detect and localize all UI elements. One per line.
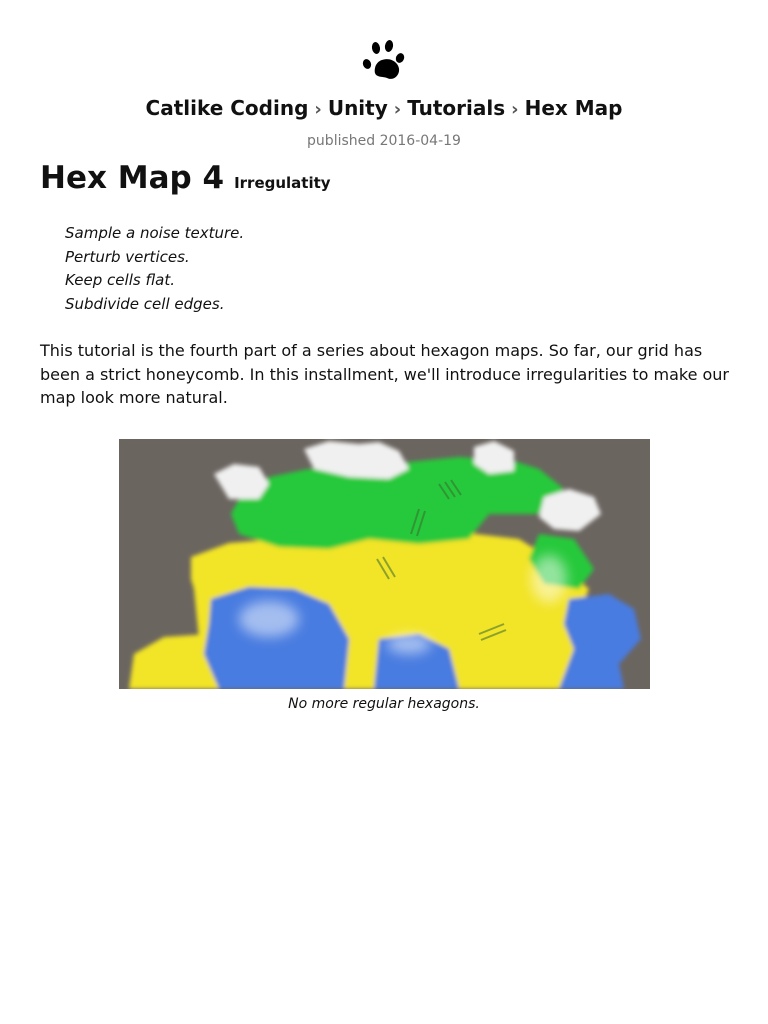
- page-title: [40, 160, 331, 196]
- hex-map-figure: [119, 439, 650, 689]
- paw-print-icon[interactable]: [361, 40, 407, 82]
- breadcrumb-separator: ›: [511, 99, 519, 120]
- goal-item: Subdivide cell edges.: [65, 294, 225, 313]
- published-date: published 2016-04-19: [307, 133, 461, 149]
- intro-paragraph: This tutorial is the fourth part of a series about hexagon maps. So far, our grid has been a strict honeycomb. In this installment, we'll introduce irregularities to make our map look more natural.: [40, 341, 730, 407]
- page-title-text: Hex Map 4: [40, 160, 225, 196]
- breadcrumb-hex-map[interactable]: Hex Map: [524, 96, 623, 120]
- breadcrumb-unity[interactable]: Unity: [327, 96, 388, 120]
- breadcrumb-tutorials[interactable]: Tutorials: [407, 96, 506, 120]
- figure-caption: No more regular hexagons.: [288, 696, 480, 712]
- page-subtitle: Irregulatity: [234, 174, 331, 192]
- goal-item: Sample a noise texture.: [65, 224, 245, 242]
- breadcrumb-catlike-coding[interactable]: Catlike Coding: [145, 96, 309, 120]
- hex-map-render: [119, 439, 650, 689]
- breadcrumb-separator: ›: [393, 99, 402, 120]
- breadcrumb: [0, 96, 768, 120]
- goal-item: Perturb vertices.: [65, 247, 190, 266]
- goal-item: Keep cells flat.: [65, 271, 175, 289]
- tutorial-goals: [65, 222, 244, 316]
- breadcrumb-separator: ›: [314, 99, 322, 120]
